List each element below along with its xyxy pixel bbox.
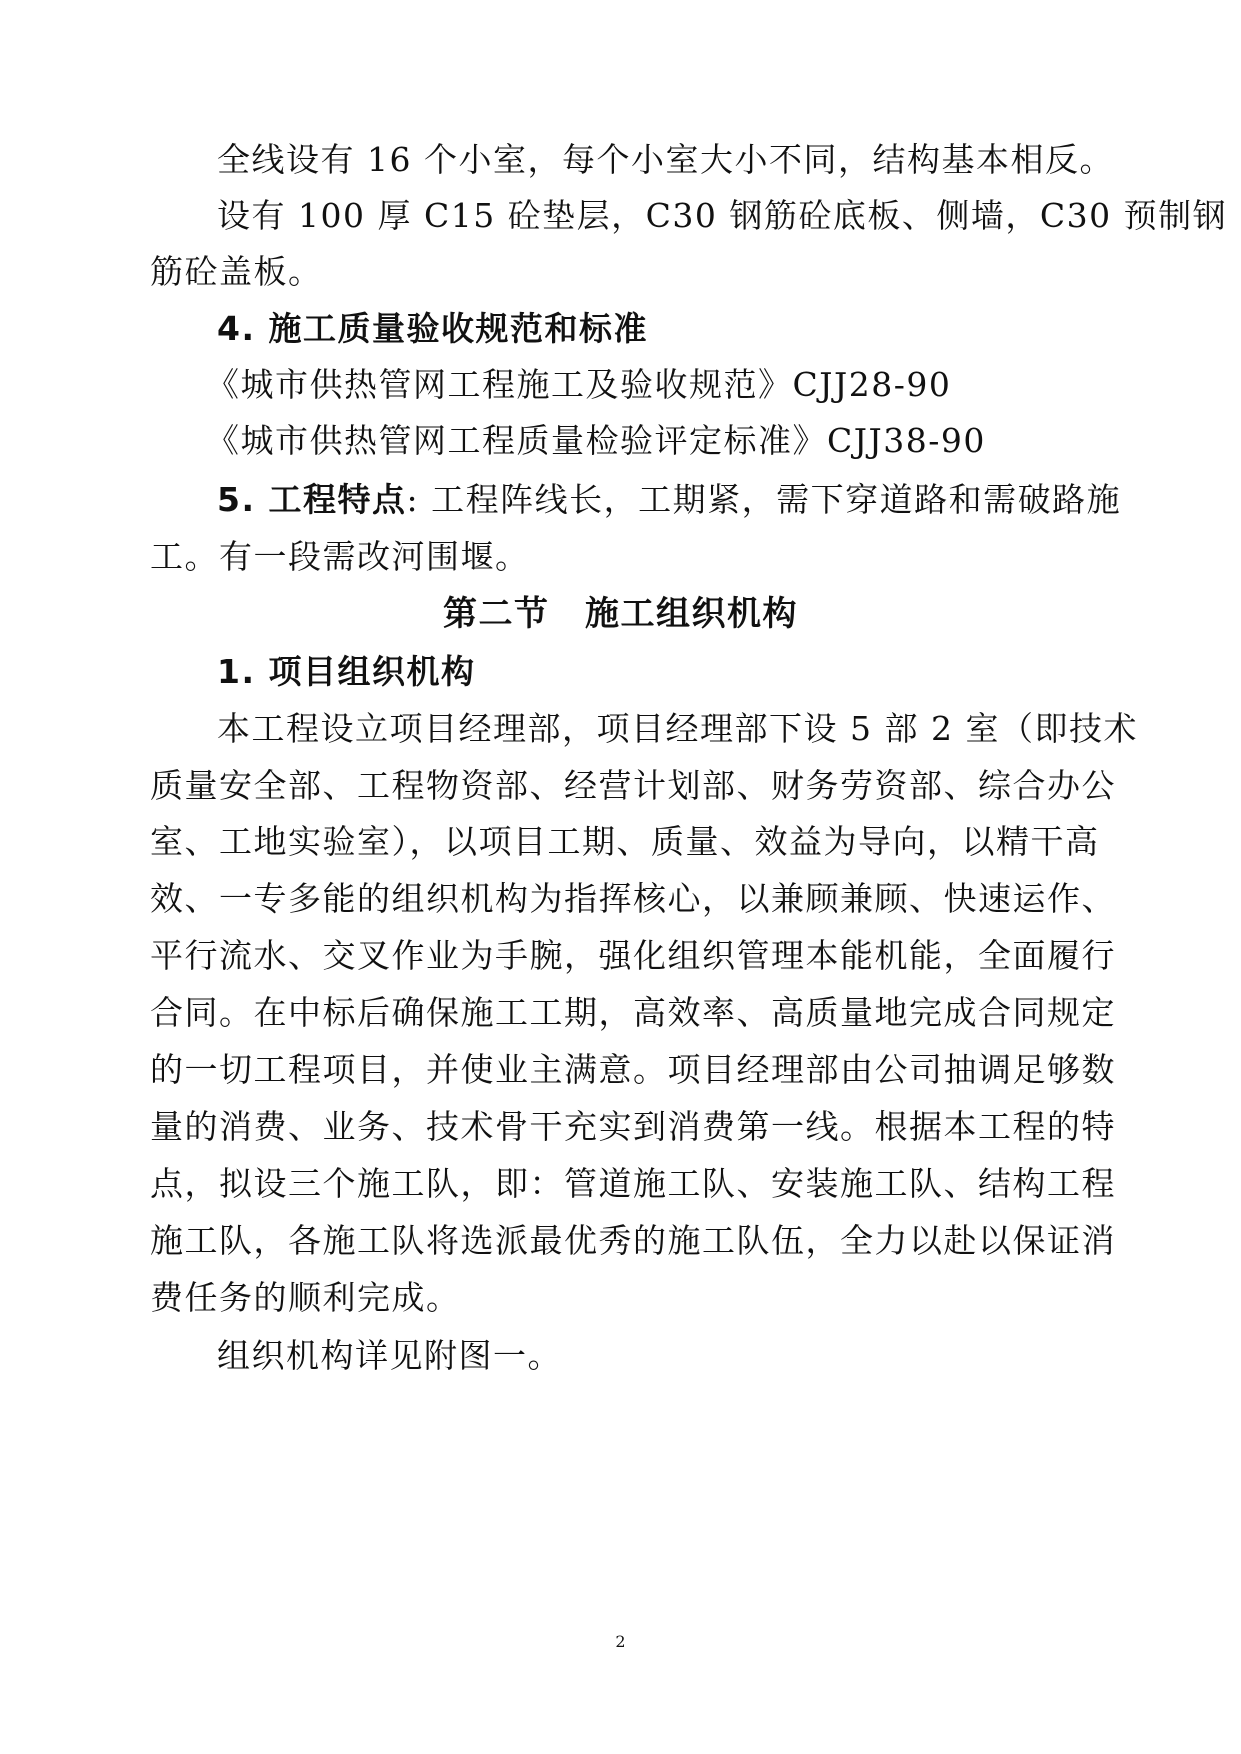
subheading-5-label: 5. 工程特点	[217, 480, 407, 519]
paragraph-line: 合同。在中标后确保施工工期，高效率、高质量地完成合同规定	[150, 993, 1116, 1032]
paragraph-line: 施工队，各施工队将选派最优秀的施工队伍，全力以赴以保证消	[150, 1221, 1116, 1260]
subheading-5-text: : 工程阵线长，工期紧，需下穿道路和需破路施	[406, 480, 1122, 519]
text-line: 筋砼盖板。	[150, 252, 323, 291]
paragraph-line: 质量安全部、工程物资部、经营计划部、财务劳资部、综合办公	[150, 766, 1116, 805]
paragraph-line: 量的消费、业务、技术骨干充实到消费第一线。根据本工程的特	[150, 1107, 1116, 1146]
text-line: 组织机构详见附图一。	[217, 1336, 562, 1375]
text-line: 全线设有 16 个小室，每个小室大小不同，结构基本相反。	[217, 140, 1114, 179]
paragraph-line: 室、工地实验室），以项目工期、质量、效益为导向，以精干高	[150, 822, 1100, 861]
text-line: 工。有一段需改河围堰。	[150, 537, 530, 576]
paragraph-line: 本工程设立项目经理部，项目经理部下设 5 部 2 室（即技术	[217, 709, 1138, 748]
section-title: 第二节 施工组织机构	[443, 594, 798, 634]
paragraph-line: 费任务的顺利完成。	[150, 1278, 461, 1317]
paragraph-line: 的一切工程项目，并使业主满意。项目经理部由公司抽调足够数	[150, 1050, 1116, 1089]
paragraph-line: 点，拟设三个施工队，即：管道施工队、安装施工队、结构工程	[150, 1164, 1116, 1203]
subheading-4: 4. 施工质量验收规范和标准	[217, 309, 648, 348]
subheading-1: 1. 项目组织机构	[217, 652, 476, 691]
paragraph-line: 平行流水、交叉作业为手腕，强化组织管理本能机能，全面履行	[150, 936, 1116, 975]
standard-reference-2: 《城市供热管网工程质量检验评定标准》CJJ38-90	[206, 421, 986, 460]
standard-reference-1: 《城市供热管网工程施工及验收规范》CJJ28-90	[206, 365, 952, 404]
text-line: 设有 100 厚 C15 砼垫层，C30 钢筋砼底板、侧墙，C30 预制钢	[217, 196, 1228, 235]
page-number: 2	[615, 1632, 626, 1651]
subheading-5-line	[217, 480, 1122, 520]
paragraph-line: 效、一专多能的组织机构为指挥核心，以兼顾兼顾、快速运作、	[150, 879, 1116, 918]
